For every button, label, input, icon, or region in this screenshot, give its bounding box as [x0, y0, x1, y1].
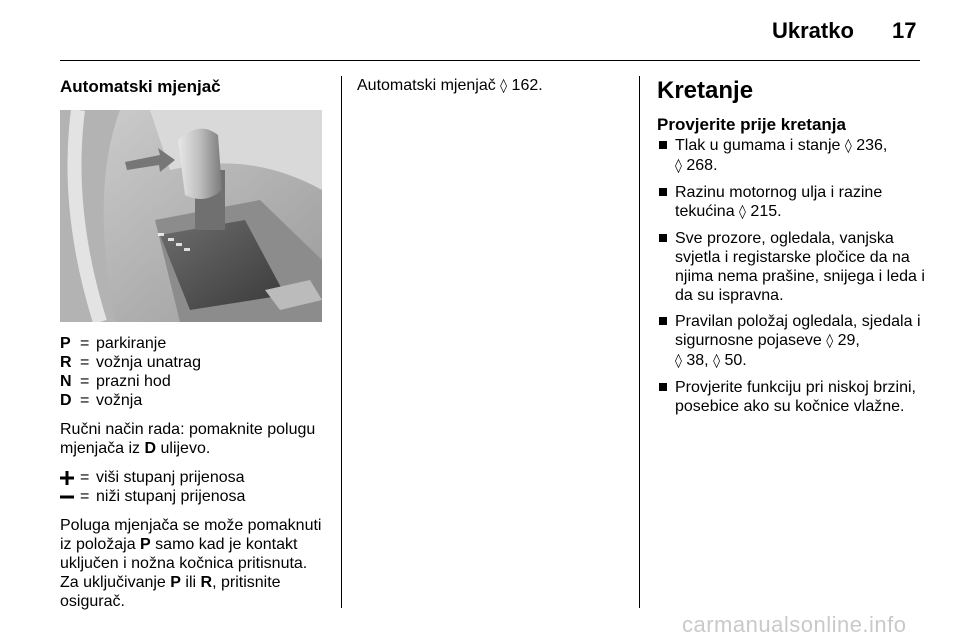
gear-lever-photo: [60, 110, 322, 322]
reference-arrow-icon: ◊: [739, 204, 746, 220]
list-item: [657, 229, 925, 305]
middle-column: [357, 76, 627, 96]
legend-key: P: [60, 335, 71, 352]
list-item: [657, 312, 925, 371]
legend-key: N: [60, 373, 72, 390]
item-text: Razinu motornog ulja i razine tekućina: [675, 184, 883, 220]
manual-mode-paragraph: [60, 420, 330, 458]
reference-page: 215.: [750, 203, 782, 220]
legend-eq: =: [80, 488, 90, 505]
reference-page: 50.: [724, 352, 747, 369]
text-run: Ručni način rada: pomaknite polugu mjenjača iz: [60, 421, 316, 457]
legend-row-p: [60, 334, 330, 353]
legend-row-plus: [60, 468, 330, 487]
legend-row-d: [60, 391, 330, 410]
section-title: Kretanje: [657, 77, 754, 104]
reference-arrow-icon: ◊: [826, 333, 834, 349]
legend-row-r: [60, 353, 330, 372]
left-column: [60, 76, 330, 611]
gear-position-legend: [60, 334, 330, 410]
checklist: [657, 136, 925, 416]
legend-text: parkiranje: [96, 335, 167, 352]
legend-text: niži stupanj prijenosa: [96, 488, 246, 505]
list-item: [657, 378, 925, 416]
subsection-title: Provjerite prije kretanja: [657, 115, 846, 134]
legend-text: viši stupanj prijenosa: [96, 469, 245, 486]
reference-page: 38,: [686, 352, 709, 369]
legend-text: vožnja: [96, 392, 143, 409]
item-text: Sve prozore, ogledala, vanjska svjetla i registarske pločice da na njima nema prašine, snijega i leda i da su ispravna.: [675, 230, 925, 304]
reference-arrow-icon: ◊: [675, 353, 682, 369]
legend-eq: =: [80, 392, 90, 409]
text-run-bold: D: [144, 440, 157, 457]
legend-key: R: [60, 354, 72, 371]
legend-key: D: [60, 392, 72, 409]
item-text: Provjerite funkciju pri niskoj brzini, posebice ako su kočnice vlažne.: [675, 379, 916, 415]
header-divider: [60, 60, 920, 61]
text-run: , pritisnite osigurač.: [60, 574, 281, 610]
bullet-icon: [659, 188, 667, 196]
legend-eq: =: [80, 354, 90, 371]
reference-arrow-icon: ◊: [844, 138, 852, 154]
section-title: Automatski mjenjač: [60, 77, 221, 96]
reference-arrow-icon: ◊: [675, 158, 682, 174]
text-run-bold: R: [200, 574, 213, 591]
item-text: Tlak u gumama i stanje: [675, 137, 845, 154]
legend-row-n: [60, 372, 330, 391]
column-divider-2: [639, 76, 640, 608]
reference-arrow-icon: ◊: [713, 353, 720, 369]
reference-page: 29,: [837, 332, 860, 349]
legend-text: prazni hod: [96, 373, 171, 390]
right-column: [657, 76, 925, 423]
text-run: ulijevo.: [156, 440, 211, 457]
reference-page: 268.: [686, 157, 718, 174]
bullet-icon: [659, 383, 667, 391]
header-title: Ukratko: [772, 18, 854, 43]
legend-eq: =: [80, 469, 90, 486]
reference-page: 236,: [856, 137, 888, 154]
legend-row-minus: [60, 487, 330, 506]
text-run: samo kad je kontakt uključen i nožna kočnica pritisnuta. Za uključivanje: [60, 536, 308, 591]
text-run: ili: [180, 574, 201, 591]
bullet-icon: [659, 317, 667, 325]
text-run: Poluga mjenjača se može pomaknuti iz položaja: [60, 517, 322, 553]
item-text: Pravilan položaj ogledala, sjedala i sigurnosne pojaseve: [675, 313, 921, 349]
list-item: [657, 183, 925, 222]
bullet-icon: [659, 141, 667, 149]
reference-page: 162.: [511, 77, 543, 94]
plus-icon: [60, 468, 80, 487]
legend-eq: =: [80, 335, 90, 352]
shift-legend: [60, 468, 330, 506]
minus-icon: [60, 487, 80, 506]
column-divider-1: [341, 76, 342, 608]
watermark: carmanualsonline.info: [682, 612, 907, 637]
reference-text: Automatski mjenjač: [357, 77, 496, 94]
legend-text: vožnja unatrag: [96, 354, 201, 371]
bullet-icon: [659, 234, 667, 242]
cross-reference: [357, 76, 627, 96]
legend-eq: =: [80, 373, 90, 390]
page-number: 17: [892, 18, 917, 43]
list-item: [657, 136, 925, 176]
lever-paragraph: [60, 516, 330, 611]
text-run-bold: P: [140, 536, 151, 553]
text-run-bold: P: [170, 574, 181, 591]
reference-arrow-icon: ◊: [500, 78, 508, 94]
